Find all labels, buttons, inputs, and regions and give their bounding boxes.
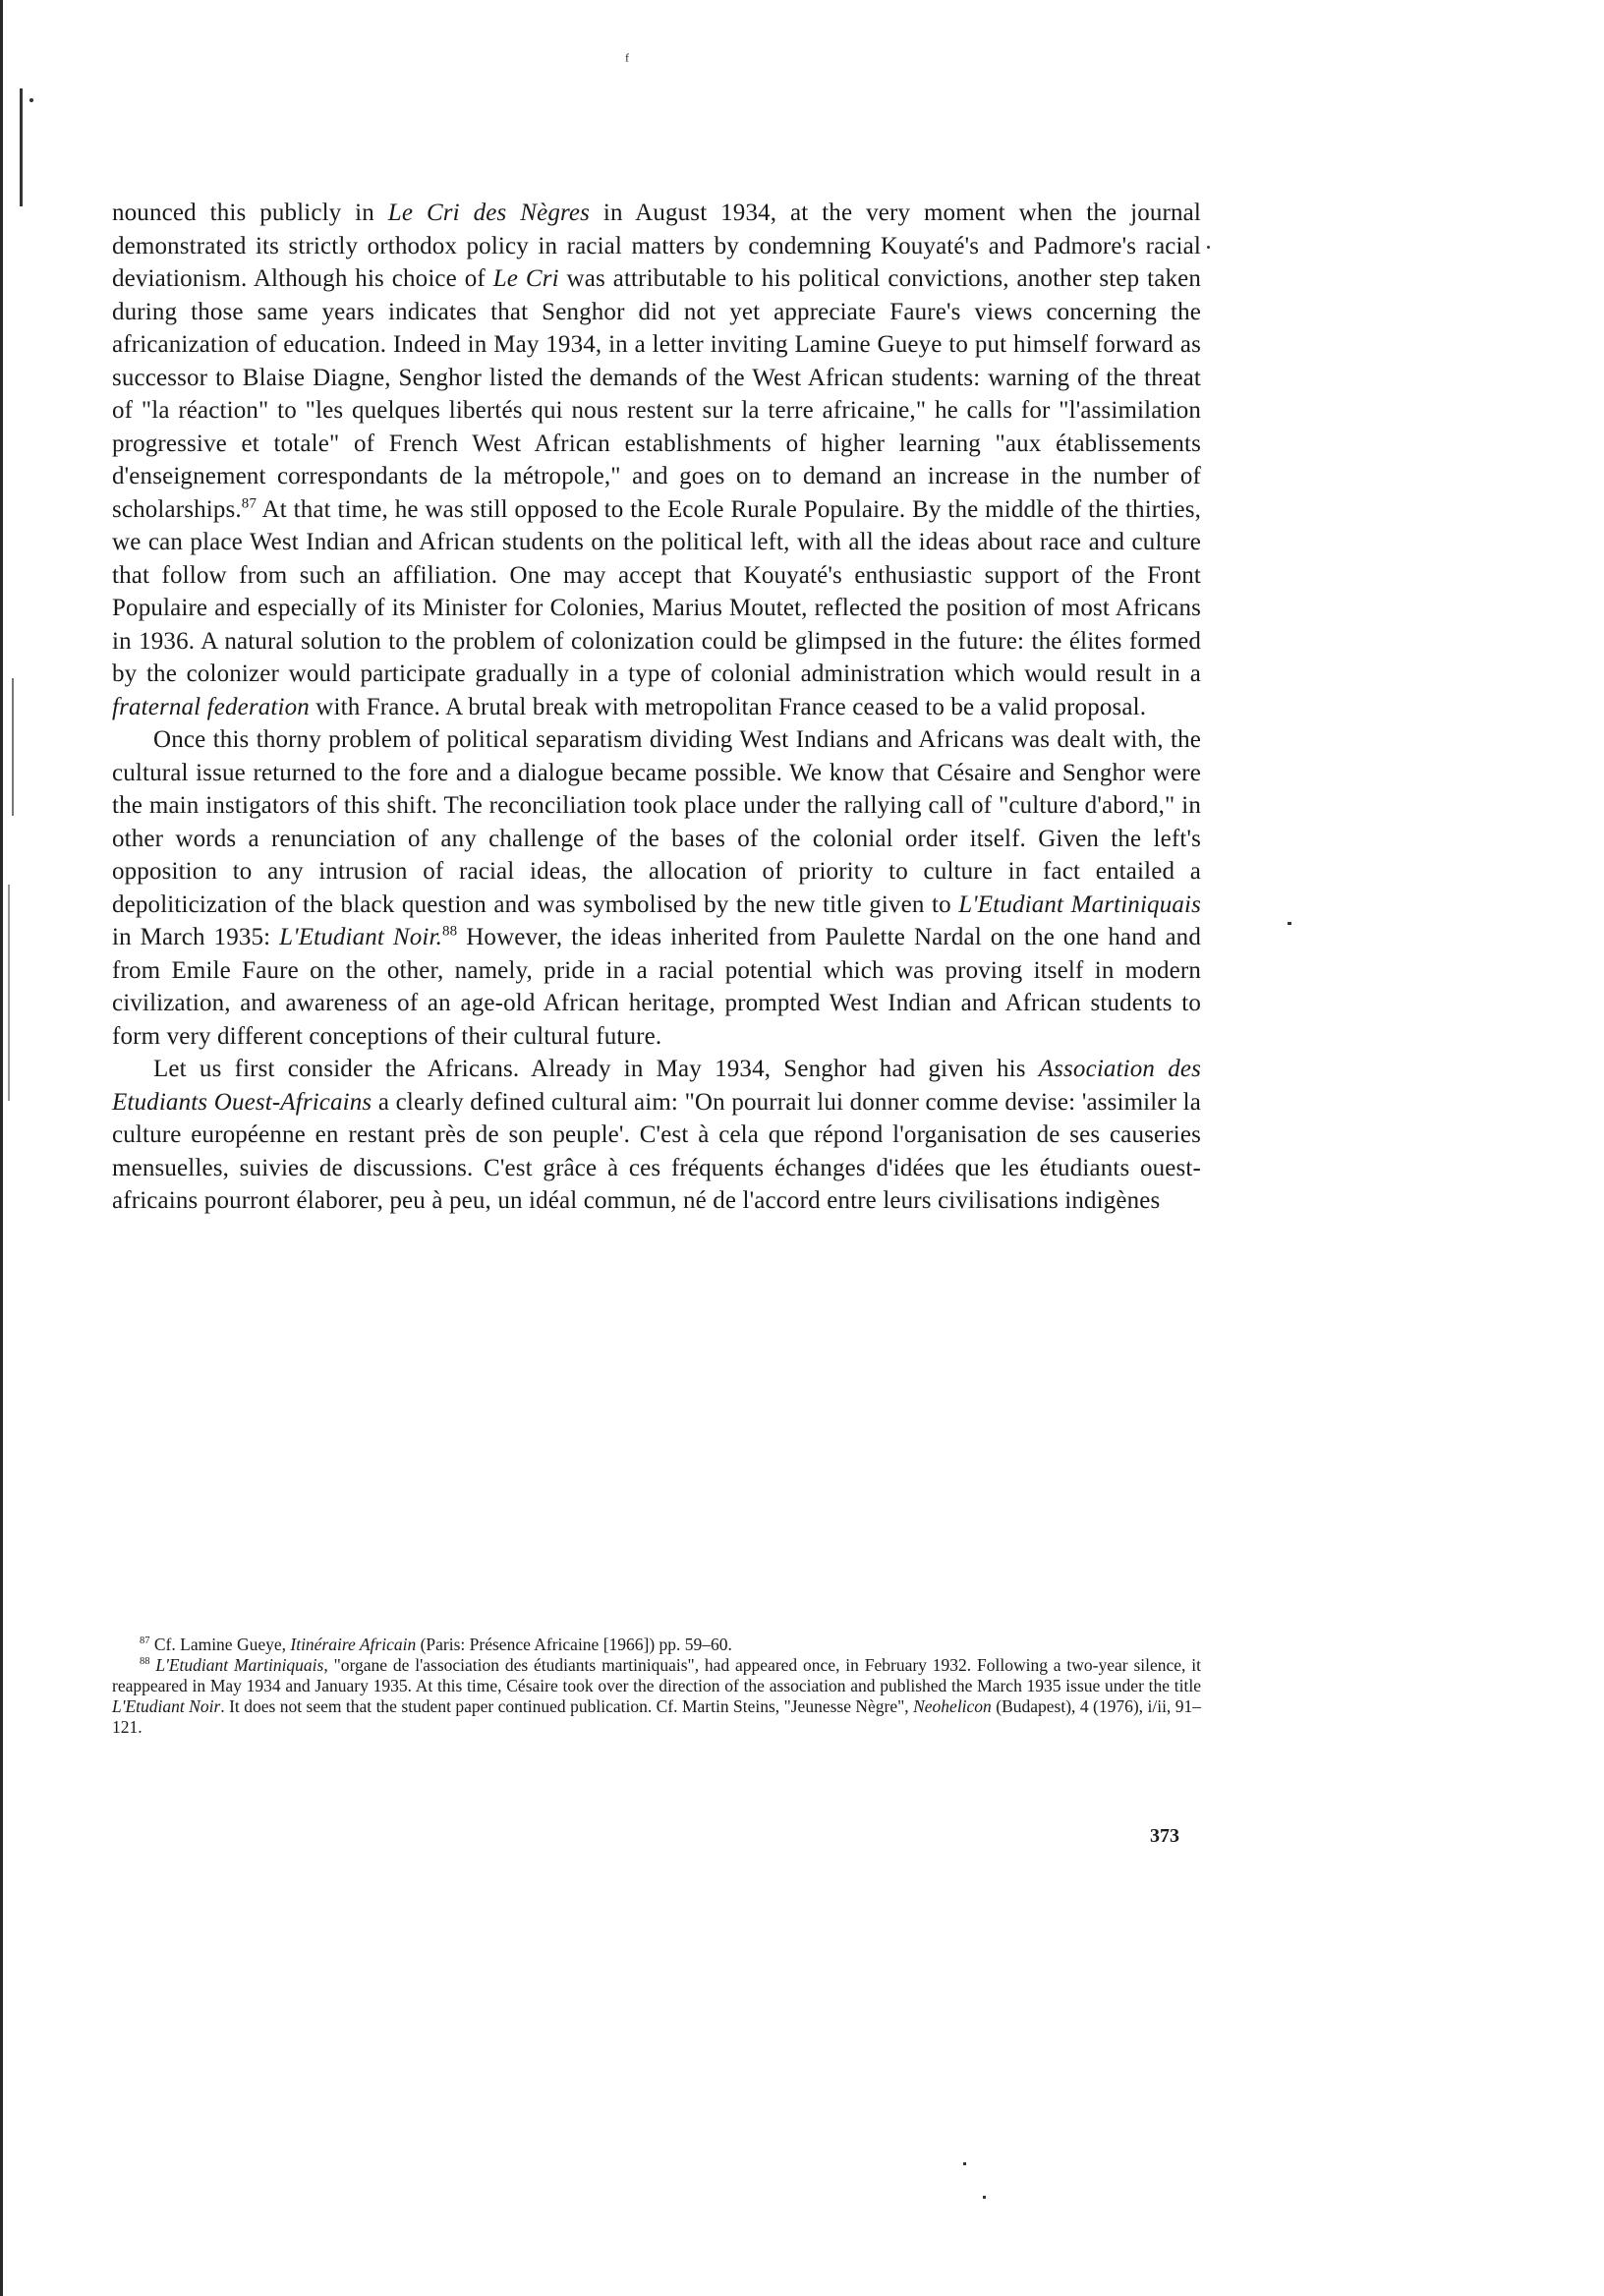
- italic-title: Neohelicon: [913, 1696, 992, 1716]
- footnote: [112, 1635, 1201, 1655]
- footnote: [112, 1655, 1201, 1738]
- text-run: with France. A brutal break with metropolitan France ceased to be a valid proposal.: [309, 693, 1147, 720]
- top-mark: ᶠ: [625, 50, 630, 72]
- paragraph: [112, 1053, 1201, 1218]
- footnotes: [112, 1635, 1201, 1738]
- text-run: nounced this publicly in: [112, 200, 388, 226]
- text-run: was attributable to his political convictions, another step taken during those same years indicates that Senghor did not yet appreciate Faure's views concerning the africanization of education. Indeed in May 1934, in a letter inviting Lamine Gueye to put himself forward as successor to Blaise Diagne, Senghor listed the demands of the West African students: warning of the threat of "la réaction" to "les quelques libertés qui nous restent sur la terre africaine," he calls for "l'assimilation progressive et totale" of French West African establishments of higher learning "aux établissements d'enseignement correspondants de la métropole," and goes on to demand an increase in the number of scholarships.: [112, 265, 1201, 523]
- footnote-marker: 88: [442, 923, 458, 940]
- text-run: (Paris: Présence Africaine [1966]) pp. 59–60.: [416, 1635, 732, 1654]
- scan-artifact: [1207, 246, 1210, 249]
- italic-title: Itinéraire Africain: [290, 1635, 417, 1654]
- footnote-marker: 88: [140, 1656, 150, 1668]
- paragraph: [112, 197, 1201, 723]
- scan-artifact: [12, 678, 14, 816]
- italic-title: L'Etudiant Noir.: [279, 924, 442, 950]
- text-run: a clearly defined cultural aim: "On pourrait lui donner comme devise: 'assimiler la culture européenne en restant près de son peuple'. C'est à cela que répond l'organisation de ses causeries mensuelles, suivies de discussions. C'est grâce à ces fréquents échanges d'idées que les étudiants ouest-africains pourront élaborer, peu à peu, un idéal commun, né de l'accord entre leurs civilisations indigènes: [112, 1088, 1201, 1214]
- text-run: . It does not seem that the student paper continued publication. Cf. Martin Steins, "Jeunesse Nègre",: [220, 1696, 914, 1716]
- scan-artifact: [8, 885, 10, 1101]
- scan-artifact: [20, 88, 23, 206]
- footnote-marker: 87: [140, 1636, 150, 1647]
- footnote-marker: 87: [241, 495, 258, 512]
- italic-title: Le Cri des Nègres: [387, 200, 591, 226]
- scan-artifact: [1288, 922, 1291, 925]
- italic-title: Le Cri: [492, 265, 559, 292]
- text-run: , "organe de l'association des étudiants martiniquais", had appeared once, in February 1932. Following a two-year silence, it reappeared in May 1934 and January 1935. At this time, Césaire took over the direction of the association and published the March 1935 issue under the title: [112, 1655, 1202, 1695]
- scan-artifact: [29, 98, 33, 102]
- paragraph: [112, 723, 1201, 1053]
- text-run: At that time, he was still opposed to the Ecole Rurale Populaire. By the middle of the thirties, we can place West Indian and African students on the political left, with all the ideas about race and culture that follow from such an affiliation. One may accept that Kouyaté's enthusiastic support of the Front Populaire and especially of its Minister for Colonies, Marius Moutet, reflected the position of most Africans in 1936. A natural solution to the problem of colonization could be glimpsed in the future: the élites formed by the colonizer would participate gradually in a type of colonial administration which would result in a: [112, 495, 1201, 687]
- scan-artifact: [983, 2196, 986, 2199]
- italic-title: L'Etudiant Martiniquais: [958, 890, 1201, 918]
- body-text: [112, 197, 1201, 1218]
- text-run: in March 1935:: [112, 924, 280, 950]
- italic-title: L'Etudiant Noir: [112, 1696, 221, 1716]
- italic-title: Association des Etudiants Ouest-Africains: [112, 1056, 1201, 1116]
- scan-artifact: [963, 2162, 966, 2165]
- text-run: However, the ideas inherited from Paulette Nardal on the one hand and from Emile Faure on the other, namely, pride in a racial potential which was proving itself in modern civilization, and awareness of an age-old African heritage, prompted West Indian and African students to form very different conceptions of their cultural future.: [112, 924, 1201, 1050]
- text-run: (Budapest), 4 (1976), i/ii, 91–121.: [112, 1696, 1201, 1737]
- text-run: Let us first consider the Africans. Already in May 1934, Senghor had given his: [153, 1056, 1039, 1082]
- italic-title: fraternal federation: [112, 693, 310, 720]
- text-run: in August 1934, at the very moment when the journal demonstrated its strictly orthodox policy in racial matters by condemning Kouyaté's and Padmore's racial deviationism. Although his choice of: [112, 200, 1201, 292]
- text-run: Cf. Lamine Gueye,: [149, 1635, 291, 1654]
- page-number: 373: [1150, 1825, 1179, 1847]
- text-run: Once this thorny problem of political separatism dividing West Indians and Africans was dealt with, the cultural issue returned to the fore and a dialogue became possible. We know that Césaire and Senghor were the main instigators of this shift. The reconciliation took place under the rallying call of "culture d'abord," in other words a renunciation of any challenge of the bases of the colonial order itself. Given the left's opposition to any intrusion of racial ideas, the allocation of priority to culture in fact entailed a depoliticization of the black question and was symbolised by the new title given to: [112, 726, 1201, 918]
- italic-title: L'Etudiant Martiniquais: [155, 1655, 324, 1675]
- scan-edge-line: [0, 0, 3, 2296]
